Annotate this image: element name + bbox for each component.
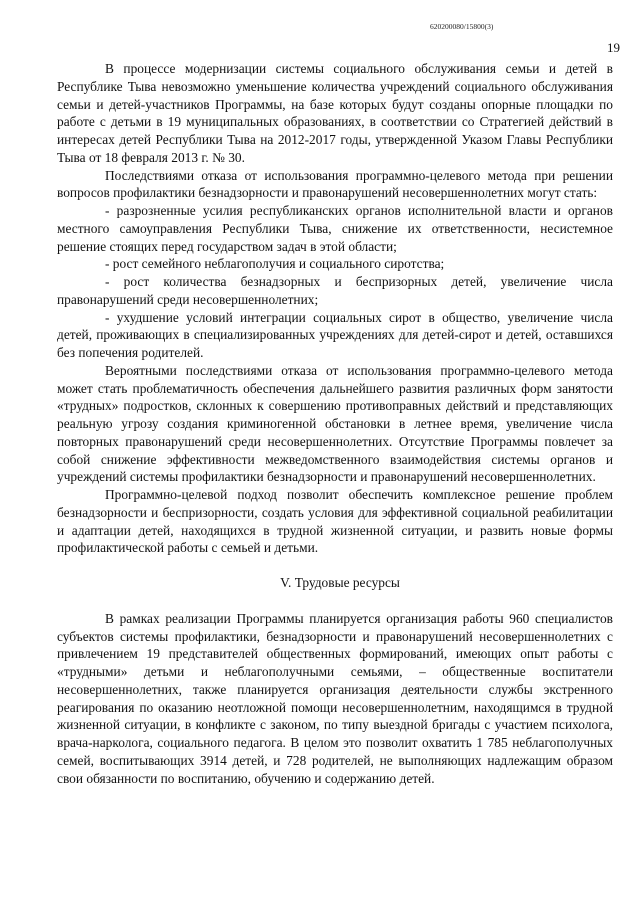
section-heading: V. Трудовые ресурсы [280, 575, 400, 590]
list-item: - ухудшение условий интеграции социальных сирот в общество, увеличение числа детей, проживающих в специализированных учреждениях для детей-сирот и детей, оставшихся без попечения родителей. [57, 309, 613, 360]
list-item: - рост количества безнадзорных и беспризорных детей, увеличение числа правонарушений среди несовершеннолетних; [57, 274, 613, 307]
paragraph: Вероятными последствиями отказа от использования программно-целевого метода может стать проблематичность обеспечения дальнейшего развития различных форм занятости «трудных» подростков, склонных к совершению противоправных действий и представляющих реальную угрозу создания криминогенной обстановки в летнее время, увеличение числа повторных правонарушений среди несовершеннолетних. Отсутствие Программы повлечет за собой снижение эффективности межведомственного взаимодействия системы органов и учреждений системы профилактики безнадзорности и правонарушений несовершеннолетних. [57, 362, 613, 485]
document-code: 620200080/15800(3) [430, 22, 494, 31]
paragraph: В рамках реализации Программы планируется организация работы 960 специалистов субъектов системы профилактики, безнадзорности и правонарушений несовершеннолетних с привлечением 19 представителей общественных формирований, имеющих опыт работы с «трудными» детьми и неблагополучными семьями, – общественные воспитатели несовершеннолетних, также планируется организация деятельности службы экстренного реагирования по оказанию неотложной помощи несовершеннолетним, находящимся в трудной жизненной ситуации, в конфликте с законом, по типу выездной бригады с участием психолога, врача-нарколога, социального педагога. В целом это позволит охватить 1 785 неблагополучных семей, воспитывающих 3914 детей, и 728 родителей, не выполняющих надлежащим образом свои обязанности по воспитанию, обучению и содержанию детей. [57, 610, 613, 786]
page-number: 19 [607, 40, 620, 55]
document-body [57, 60, 613, 787]
paragraph: В процессе модернизации системы социального обслуживания семьи и детей в Республике Тыва невозможно уменьшение количества учреждений социального обслуживания семьи и детей-участников Программы, на базе которых будут созданы опорные площадки по работе с детьми в 19 муниципальных образованиях, в соответствии со Стратегией действий в интересах детей Республики Тыва на 2012-2017 годы, утвержденной Указом Главы Республики Тыва от 18 февраля 2013 г. № 30. [57, 61, 613, 165]
list-item: - разрозненные усилия республиканских органов исполнительной власти и органов местного самоуправления Республики Тыва, снижение их ответственности, несистемное решение стоящих перед государством задач в этой области; [57, 203, 613, 254]
paragraph: Программно-целевой подход позволит обеспечить комплексное решение проблем безнадзорности и беспризорности, создать условия для эффективной социальной реабилитации и адаптации детей, находящихся в трудной жизненной ситуации, и развить новые формы профилактической работы с семьей и детьми. [57, 487, 613, 556]
list-item: - рост семейного неблагополучия и социального сиротства; [105, 256, 445, 272]
paragraph: Последствиями отказа от использования программно-целевого метода при решении вопросов профилактики безнадзорности и правонарушений несовершеннолетних могут стать: [57, 167, 613, 201]
